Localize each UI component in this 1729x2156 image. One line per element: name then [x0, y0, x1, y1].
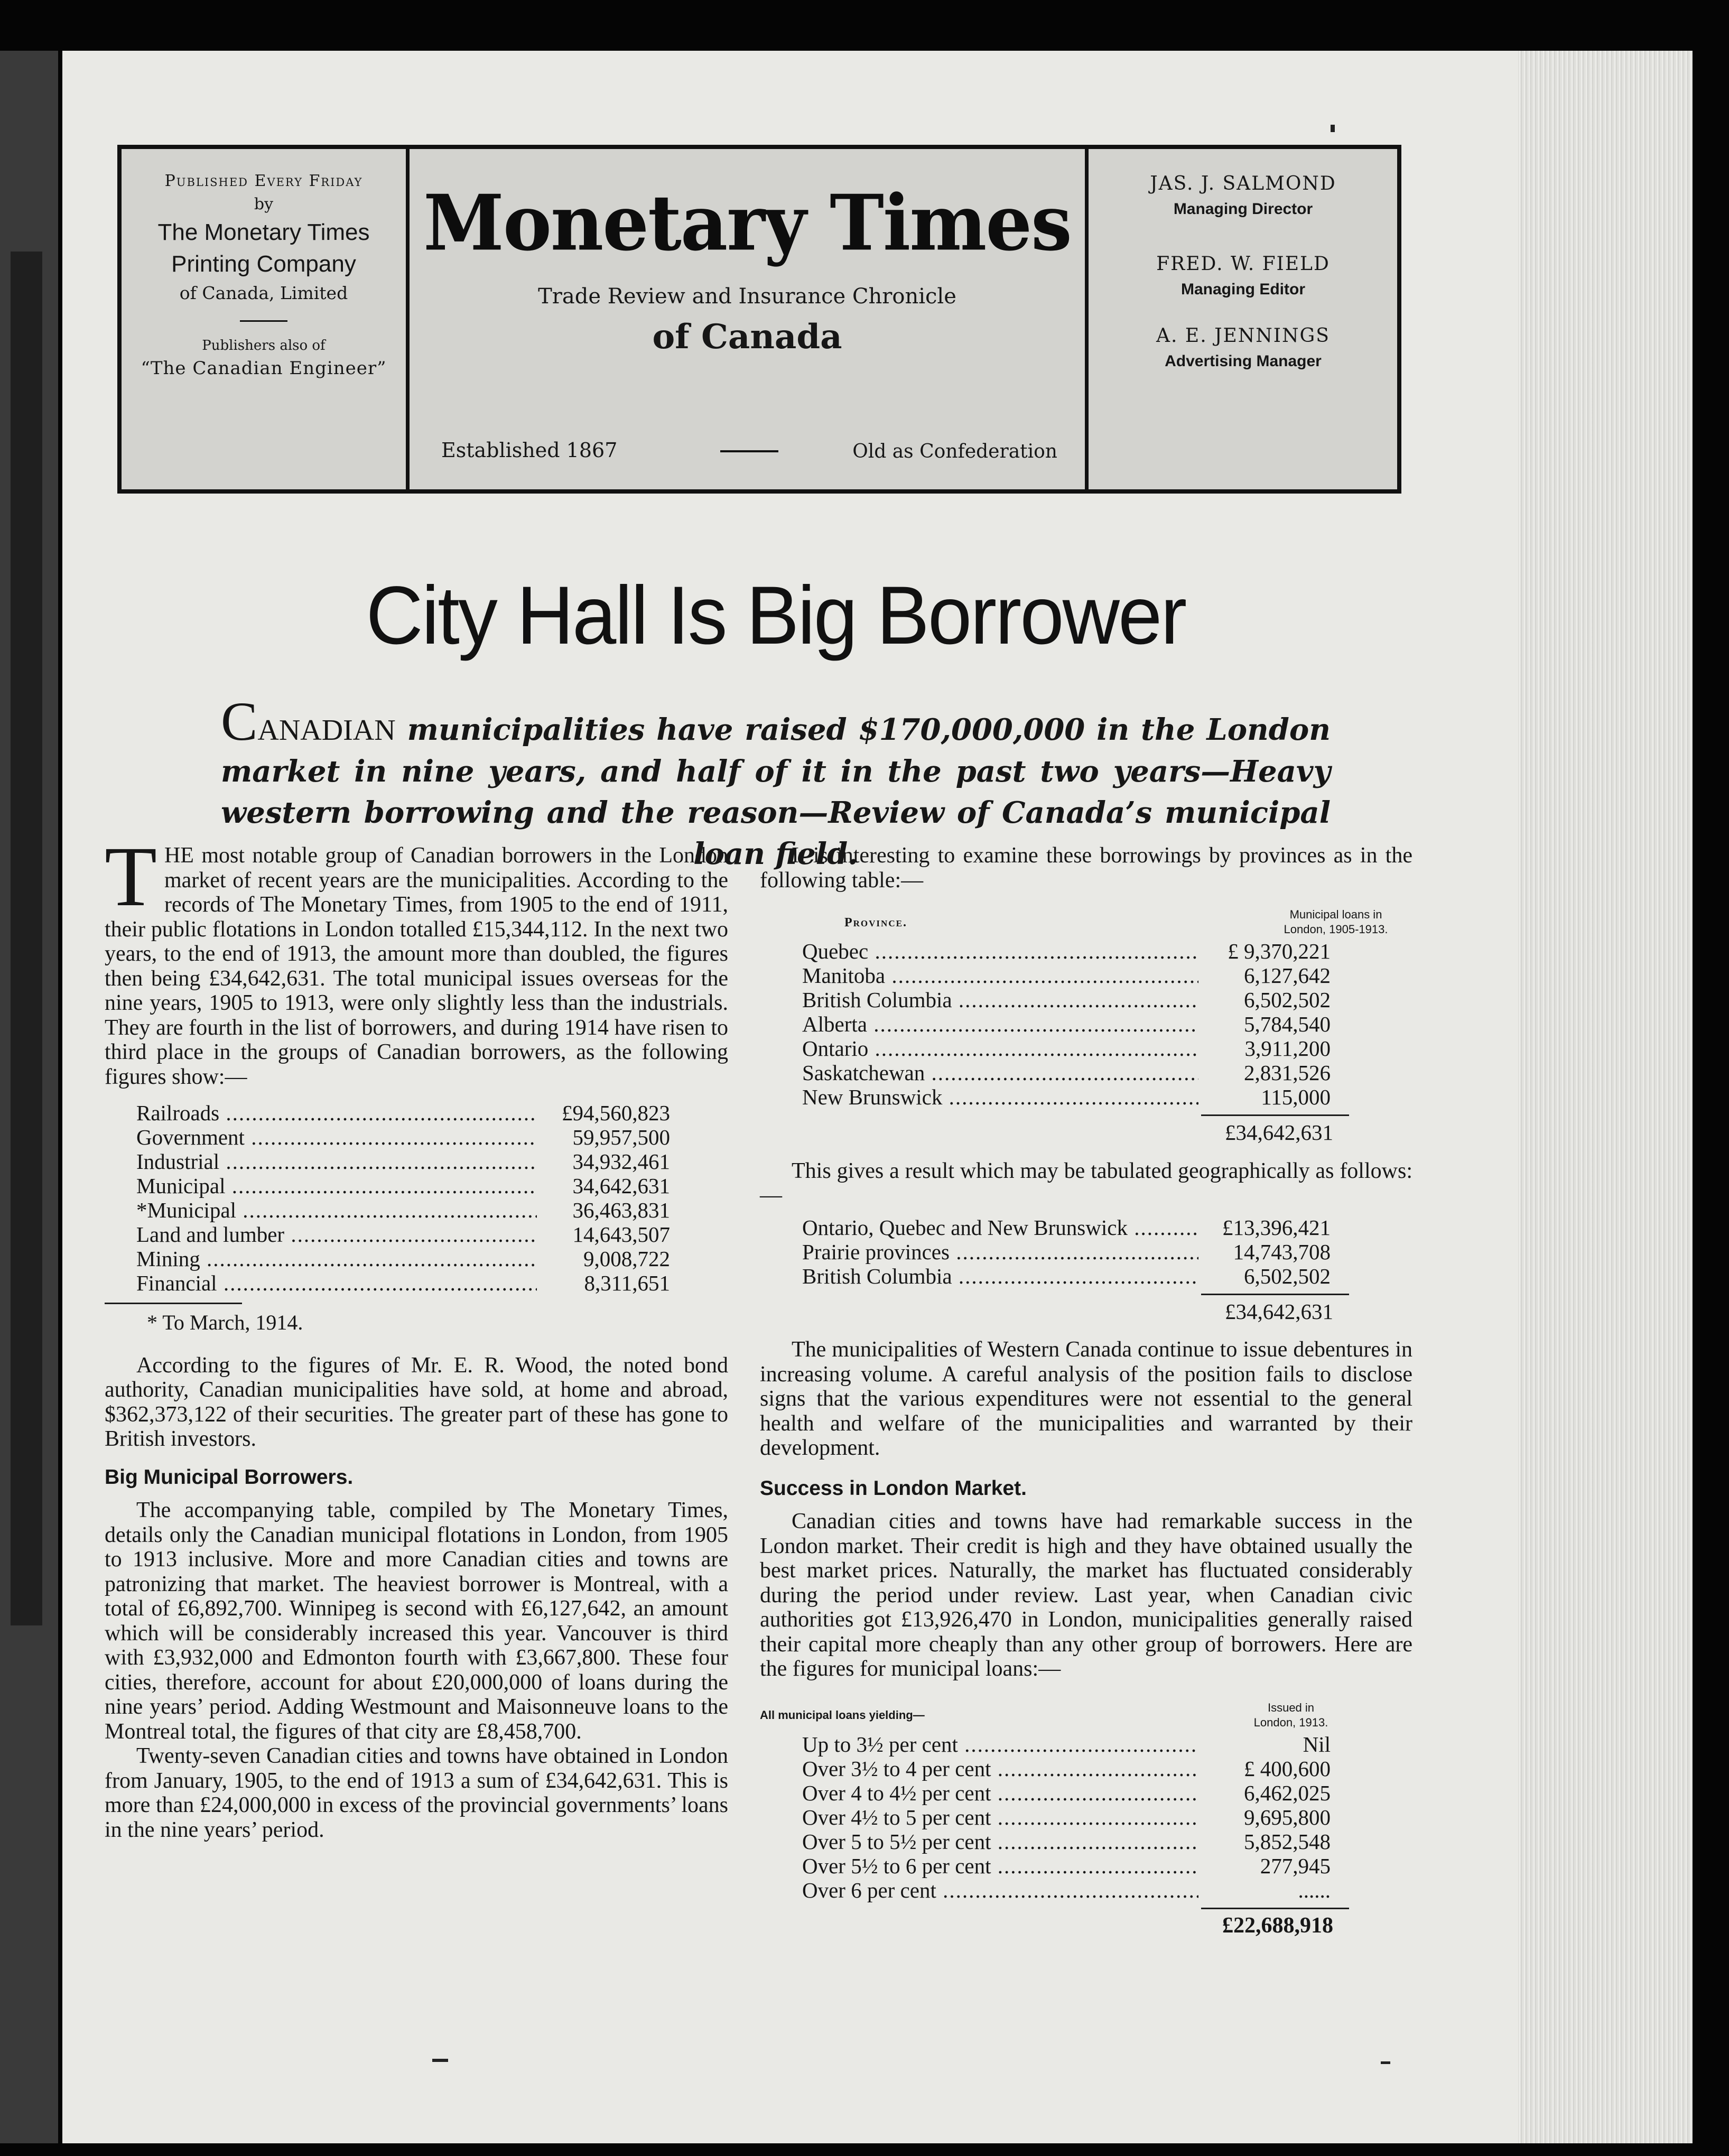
row-label: Over 3½ to 4 per cent .....: [802, 1757, 1198, 1781]
province-row: [802, 1036, 1331, 1061]
regions-total: £34,642,631: [1225, 1299, 1333, 1324]
borrower-row: [136, 1247, 670, 1271]
borrower-row: [136, 1149, 670, 1174]
footnote: * To March, 1914.: [147, 1311, 303, 1334]
yields-total: £22,688,918: [1222, 1913, 1333, 1938]
article-headline: City Hall Is Big Borrower: [366, 570, 1186, 662]
row-label: Ontario .....: [802, 1036, 1198, 1061]
row-value: 34,642,631: [572, 1174, 670, 1198]
yield-row: [802, 1878, 1331, 1902]
film-speck: [432, 2059, 448, 2062]
old-as-confederation: Old as Confederation: [852, 441, 1057, 462]
yield-row: [802, 1781, 1331, 1805]
row-label: Over 5 to 5½ per cent .....: [802, 1829, 1198, 1854]
yields-table: [802, 1732, 1331, 1902]
row-label: Over 4 to 4½ per cent .....: [802, 1781, 1198, 1805]
by-line: by: [254, 195, 274, 213]
provinces-table: [802, 939, 1331, 1109]
deck-lead: CANADIAN: [221, 691, 396, 752]
yields-header: [760, 1700, 1412, 1730]
row-value: Nil: [1303, 1732, 1331, 1757]
region-row: [802, 1240, 1331, 1264]
section-heading: Success in London Market.: [760, 1476, 1027, 1500]
row-label: Municipal .....: [136, 1174, 537, 1198]
row-label: Up to 3½ per cent .....: [802, 1732, 1198, 1757]
row-value: 6,502,502: [1244, 988, 1331, 1012]
staff-role: Advertising Manager: [1165, 352, 1322, 370]
row-value: 3,911,200: [1244, 1036, 1331, 1061]
yield-row: [802, 1854, 1331, 1878]
yield-row: [802, 1757, 1331, 1781]
total-rule: [1201, 1294, 1349, 1295]
table-rule: [105, 1303, 242, 1304]
row-value: 59,957,500: [572, 1125, 670, 1149]
borrowers-table: [136, 1101, 670, 1295]
row-label: Financial .....: [136, 1271, 537, 1295]
row-label: British Columbia .....: [802, 988, 1198, 1012]
borrower-row: [136, 1198, 670, 1222]
staff-role: Managing Director: [1173, 200, 1313, 218]
yield-row: [802, 1805, 1331, 1829]
paragraph: According to the figures of Mr. E. R. Wood, the noted bond authority, Canadian municipalities have sold, at home and abroad, $362,373,122 of their securities. The greater part of these has gone to British investors.: [105, 1353, 728, 1451]
row-label: Ontario, Quebec and New Brunswick .....: [802, 1215, 1198, 1240]
yield-row: [802, 1829, 1331, 1854]
borrower-row: [136, 1222, 670, 1247]
row-label: Industrial .....: [136, 1149, 537, 1174]
row-label: Land and lumber .....: [136, 1222, 537, 1247]
staff-name: A. E. JENNINGS: [1156, 325, 1330, 347]
row-label: *Municipal .....: [136, 1198, 537, 1222]
left-column: [105, 830, 728, 1842]
established: Established 1867: [441, 439, 618, 462]
province-row: [802, 988, 1331, 1012]
borrower-row: [136, 1174, 670, 1198]
province-row: [802, 939, 1331, 963]
other-publication: “The Canadian Engineer”: [141, 358, 387, 379]
row-value: 9,008,722: [583, 1247, 670, 1271]
section-heading: Big Municipal Borrowers.: [105, 1465, 354, 1489]
row-label: Quebec .....: [802, 939, 1198, 963]
total-rule: [1201, 1908, 1349, 1909]
paragraph: Twenty-seven Canadian cities and towns have obtained in London from January, 1905, to the end of 1913 a sum of £34,642,631. This is more than £24,000,000 in excess of the provincial governments’ loans in the nine years’ period.: [105, 1744, 728, 1842]
paragraph: THE most notable group of Canadian borrowers in the London market of recent years are the municipalities. According to the records of The Monetary Times, from 1905 to the end of 1911, their public flotations in London totalled £15,344,112. In the next two years, to the end of 1913, the amount more than doubled, the figures then being £34,642,631. The total municipal issues overseas for the nine years, 1905 to 1913, were only slightly less than the industrials. They are fourth in the list of borrowers, and during 1914 have risen to third place in the groups of Canadian borrowers, as the following figures show:—: [105, 830, 728, 1089]
masthead-publisher-box: [122, 149, 410, 489]
staff-name: JAS. J. SALMOND: [1150, 173, 1336, 194]
borrower-row: [136, 1125, 670, 1149]
loans-header: Municipal loans in London, 1905-1913.: [1284, 908, 1388, 936]
facing-page-edge: [0, 51, 58, 2143]
yield-row: [802, 1732, 1331, 1757]
row-label: Saskatchewan .....: [802, 1061, 1198, 1085]
company-line-1: The Monetary Times: [157, 219, 370, 245]
paragraph: This gives a result which may be tabulated geographically as follows:—: [760, 1158, 1412, 1207]
row-label: New Brunswick .....: [802, 1085, 1198, 1109]
yields-header-right: Issued in London, 1913.: [1253, 1700, 1328, 1729]
provinces-header: [760, 907, 1412, 937]
row-value: 6,502,502: [1244, 1263, 1331, 1288]
province-row: [802, 963, 1331, 988]
province-header: Province.: [844, 915, 907, 930]
row-label: Railroads .....: [136, 1101, 537, 1125]
province-row: [802, 1061, 1331, 1085]
provinces-total: £34,642,631: [1225, 1120, 1333, 1145]
staff-role: Managing Editor: [1181, 281, 1305, 298]
row-value: 9,695,800: [1244, 1805, 1331, 1829]
row-value: £13,396,421: [1222, 1215, 1331, 1240]
dash-rule: [720, 450, 778, 452]
borrower-row: [136, 1271, 670, 1295]
film-speck: [1381, 2061, 1390, 2064]
row-value: 14,643,507: [572, 1222, 670, 1247]
province-row: [802, 1012, 1331, 1036]
row-label: Mining .....: [136, 1247, 537, 1271]
region-row: [802, 1264, 1331, 1288]
row-label: Alberta .....: [802, 1012, 1198, 1036]
row-label: Government .....: [136, 1125, 537, 1149]
row-label: Prairie provinces .....: [802, 1240, 1198, 1264]
company-line-3: of Canada, Limited: [179, 283, 348, 303]
drop-cap: T: [105, 830, 157, 924]
row-value: £94,560,823: [562, 1101, 670, 1125]
total-rule: [1201, 1114, 1349, 1116]
right-column: [760, 843, 1412, 1938]
row-label: Over 4½ to 5 per cent .....: [802, 1805, 1198, 1829]
publishers-also: Publishers also of: [202, 338, 326, 354]
paragraph: The municipalities of Western Canada continue to issue debentures in increasing volume. A careful analysis of the position fails to disclose signs that the various expenditures were not essential to the general health and welfare of the municipalities and warranted by their development.: [760, 1337, 1412, 1460]
borrower-row: [136, 1101, 670, 1125]
row-label: Over 6 per cent .....: [802, 1878, 1198, 1902]
staff-name: FRED. W. FIELD: [1156, 253, 1330, 275]
row-value: 115,000: [1261, 1085, 1331, 1109]
row-value: 5,852,548: [1244, 1829, 1331, 1854]
paragraph: It is interesting to examine these borrowings by provinces as in the following table:—: [760, 843, 1412, 893]
row-value: 36,463,831: [572, 1198, 670, 1222]
row-value: 5,784,540: [1244, 1012, 1331, 1036]
row-value: 8,311,651: [584, 1271, 670, 1295]
paragraph: Canadian cities and towns have had remarkable success in the London market. Their credit is high and they have obtained usually the best market prices. Naturally, the market has fluctuated considerably during the period under review. Last year, when Canadian civic authorities got £13,926,470 in London, municipalities generally raised their capital more cheaply than any other group of borrowers. Here are the figures for municipal loans:—: [760, 1509, 1412, 1681]
publication-title: Monetary Times: [423, 177, 1071, 268]
row-value: 14,743,708: [1233, 1239, 1331, 1264]
row-value: 277,945: [1260, 1853, 1331, 1878]
masthead-staff-box: [1089, 149, 1398, 489]
deck-text: municipalities have raised $170,000,000 in the London market in nine years, and half of it in the past two years—Heavy western borrowing and the reason—Review of Canada’s municipal loan field.: [221, 712, 1331, 871]
paragraph: The accompanying table, compiled by The Monetary Times, details only the Canadian municipal flotations in London, from 1905 to 1913 inclusive. More and more Canadian cities and towns are patronizing that market. The heaviest borrower is Montreal, with a total of £6,892,700. Winnipeg is second with £6,127,642, an amount which will be considerably increased this year. Vancouver is third with £3,932,000 and Edmonton fourth with £3,667,800. These four cities, therefore, account for about £20,000,000 of loans during the nine years’ period. Adding Westmount and Maisonneuve loans to the Montreal total, the figures of that city are £8,458,700.: [105, 1498, 728, 1744]
row-value: 34,932,461: [572, 1149, 670, 1174]
row-value: £ 9,370,221: [1228, 939, 1331, 963]
row-value: 2,831,526: [1244, 1061, 1331, 1085]
regions-table: [802, 1215, 1331, 1288]
row-value: 6,462,025: [1244, 1780, 1331, 1805]
company-line-2: Printing Company: [171, 251, 356, 277]
page: [62, 51, 1693, 2143]
row-label: Manitoba .....: [802, 963, 1198, 988]
row-label: British Columbia .....: [802, 1264, 1198, 1288]
row-value: £ 400,600: [1244, 1756, 1331, 1781]
region-row: [802, 1215, 1331, 1240]
row-label: Over 5½ to 6 per cent .....: [802, 1854, 1198, 1878]
film-speck: [1331, 125, 1335, 132]
masthead: [117, 145, 1401, 494]
row-value: 6,127,642: [1244, 963, 1331, 988]
page-stack-edge: [1518, 51, 1693, 2143]
publication-subtitle: Trade Review and Insurance Chronicle: [538, 284, 956, 309]
published-line: Published Every Friday: [164, 172, 363, 190]
masthead-title-box: [410, 149, 1089, 489]
province-row: [802, 1085, 1331, 1109]
of-canada: of Canada: [652, 317, 842, 357]
divider: [240, 320, 287, 322]
yields-header-left: All municipal loans yielding—: [760, 1708, 925, 1722]
row-value: ......: [1298, 1878, 1331, 1902]
